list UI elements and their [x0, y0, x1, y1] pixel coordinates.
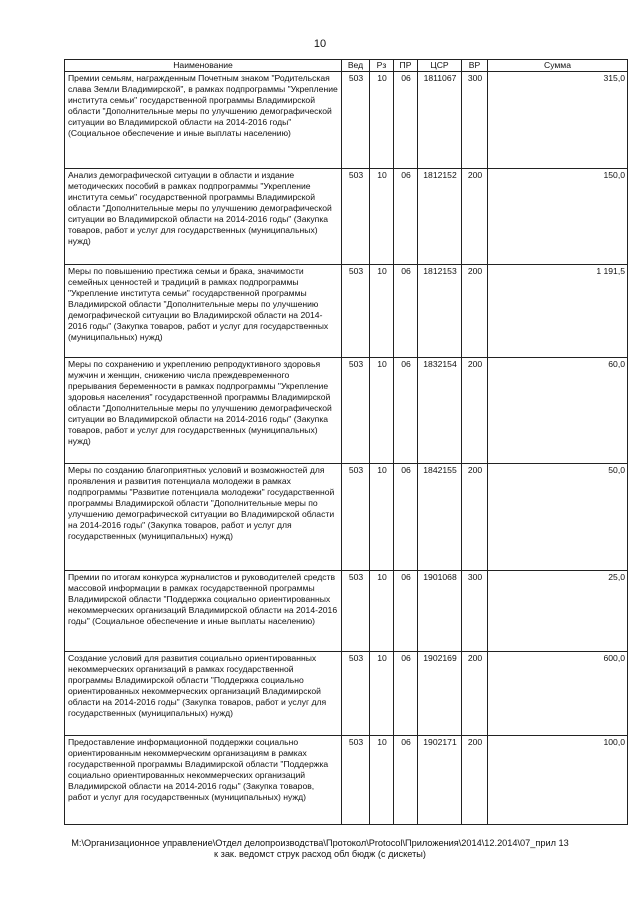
row-csr: 1812153: [418, 265, 462, 358]
row-name: Премии семьям, награжденным Почетным знаком "Родительская слава Земли Владимирской", в рамках подпрограммы "Укрепление института семьи" государственной программы Владимирской области "Дополнительные меры по улучшению демографической ситуации во Владимирской области на 2014-2016 годы" (Социальное обеспечение и иные выплаты населению): [65, 72, 342, 169]
row-rz: 10: [370, 652, 394, 736]
row-ved: 503: [342, 652, 370, 736]
header-name: Наименование: [65, 60, 342, 72]
row-ved: 503: [342, 265, 370, 358]
row-vr: 300: [462, 571, 488, 652]
row-sum: 150,0: [488, 169, 628, 265]
row-vr: 300: [462, 72, 488, 169]
row-name: Предоставление информационной поддержки социально ориентированным некоммерческим организациям в рамках государственной программы Владимирской области "Поддержка социально ориентированных некоммерческих организаций Владимирской области на 2014-2016 годы" (Закупка товаров, работ и услуг для государственных (муниципальных) нужд): [65, 736, 342, 825]
row-pr: 06: [394, 358, 418, 464]
table-row: [65, 571, 628, 652]
row-name: Премии по итогам конкурса журналистов и руководителей средств массовой информации в рамках государственной программы Владимирской области "Поддержка социально ориентированных некоммерческих организаций Владимирской области на 2014-2016 годы" (Социальное обеспечение и иные выплаты населению): [65, 571, 342, 652]
row-csr: 1902171: [418, 736, 462, 825]
row-csr: 1832154: [418, 358, 462, 464]
row-name: Создание условий для развития социально ориентированных некоммерческих организаций в рамках государственной программы Владимирской области "Поддержка социально ориентированных некоммерческих организаций Владимирской области на 2014-2016 годы" (Закупка товаров, работ и услуг для государственных (муниципальных) нужд): [65, 652, 342, 736]
row-sum: 100,0: [488, 736, 628, 825]
table-row: [65, 358, 628, 464]
row-name: Анализ демографической ситуации в области и издание методических пособий в рамках подпрограммы "Укрепление института семьи" государственной программы Владимирской области "Дополнительные меры по улучшению демографической ситуации во Владимирской области на 2014-2016 годы" (Закупка товаров, работ и услуг для государственных (муниципальных) нужд): [65, 169, 342, 265]
table-row: [65, 464, 628, 571]
row-sum: 50,0: [488, 464, 628, 571]
row-csr: 1902169: [418, 652, 462, 736]
row-sum: 60,0: [488, 358, 628, 464]
row-pr: 06: [394, 265, 418, 358]
row-ved: 503: [342, 464, 370, 571]
row-sum: 315,0: [488, 72, 628, 169]
row-sum: 600,0: [488, 652, 628, 736]
budget-table: [64, 59, 628, 825]
row-vr: 200: [462, 464, 488, 571]
page-number: 10: [313, 38, 327, 50]
row-csr: 1901068: [418, 571, 462, 652]
row-rz: 10: [370, 265, 394, 358]
file-path-footer: [0, 838, 640, 860]
row-name: Меры по сохранению и укреплению репродуктивного здоровья мужчин и женщин, снижению числа преждевременного прерывания беременности в рамках подпрограммы "Укрепление здоровья населения" государственной программы Владимирской области "Дополнительные меры по улучшению демографической ситуации во Владимирской области на 2014-2016 годы" (Закупка товаров, работ и услуг для государственных (муниципальных) нужд): [65, 358, 342, 464]
row-pr: 06: [394, 464, 418, 571]
row-rz: 10: [370, 464, 394, 571]
row-rz: 10: [370, 72, 394, 169]
row-name: Меры по повышению престижа семьи и брака, значимости семейных ценностей и традиций в рамках подпрограммы "Укрепление института семьи" государственной программы Владимирской области "Дополнительные меры по улучшению демографической ситуации во Владимирской области на 2014-2016 годы" (Закупка товаров, работ и услуг для государственных (муниципальных) нужд): [65, 265, 342, 358]
header-pr: ПР: [394, 60, 418, 72]
header-ved: Вед: [342, 60, 370, 72]
row-pr: 06: [394, 571, 418, 652]
table-row: [65, 72, 628, 169]
table-row: [65, 736, 628, 825]
header-rz: Рз: [370, 60, 394, 72]
footer-path-line: M:\Организационное управление\Отдел делопроизводства\Протокол\Protocol\Приложения\2014\12.2014\07_прил 13: [71, 838, 569, 848]
row-ved: 503: [342, 736, 370, 825]
row-name: Меры по созданию благоприятных условий и возможностей для проявления и развития потенциала молодежи в рамках подпрограммы "Развитие потенциала молодежи" государственной программы Владимирской области "Дополнительные меры по улучшению демографической ситуации во Владимирской области на 2014-2016 годы" (Закупка товаров, работ и услуг для государственных (муниципальных) нужд): [65, 464, 342, 571]
row-csr: 1842155: [418, 464, 462, 571]
footer-caption-line: к зак. ведомст струк расход обл бюдж (с дискеты): [214, 849, 426, 859]
row-sum: 25,0: [488, 571, 628, 652]
row-sum: 1 191,5: [488, 265, 628, 358]
row-vr: 200: [462, 169, 488, 265]
row-ved: 503: [342, 358, 370, 464]
row-vr: 200: [462, 736, 488, 825]
row-pr: 06: [394, 72, 418, 169]
row-ved: 503: [342, 72, 370, 169]
row-pr: 06: [394, 169, 418, 265]
table-header-row: [65, 60, 628, 72]
table-row: [65, 169, 628, 265]
table-row: [65, 265, 628, 358]
row-ved: 503: [342, 571, 370, 652]
row-vr: 200: [462, 358, 488, 464]
row-rz: 10: [370, 571, 394, 652]
row-csr: 1812152: [418, 169, 462, 265]
row-ved: 503: [342, 169, 370, 265]
header-vr: ВР: [462, 60, 488, 72]
row-rz: 10: [370, 169, 394, 265]
row-csr: 1811067: [418, 72, 462, 169]
header-csr: ЦСР: [418, 60, 462, 72]
table-row: [65, 652, 628, 736]
header-sum: Сумма: [488, 60, 628, 72]
row-vr: 200: [462, 652, 488, 736]
row-pr: 06: [394, 736, 418, 825]
row-pr: 06: [394, 652, 418, 736]
row-vr: 200: [462, 265, 488, 358]
row-rz: 10: [370, 358, 394, 464]
row-rz: 10: [370, 736, 394, 825]
